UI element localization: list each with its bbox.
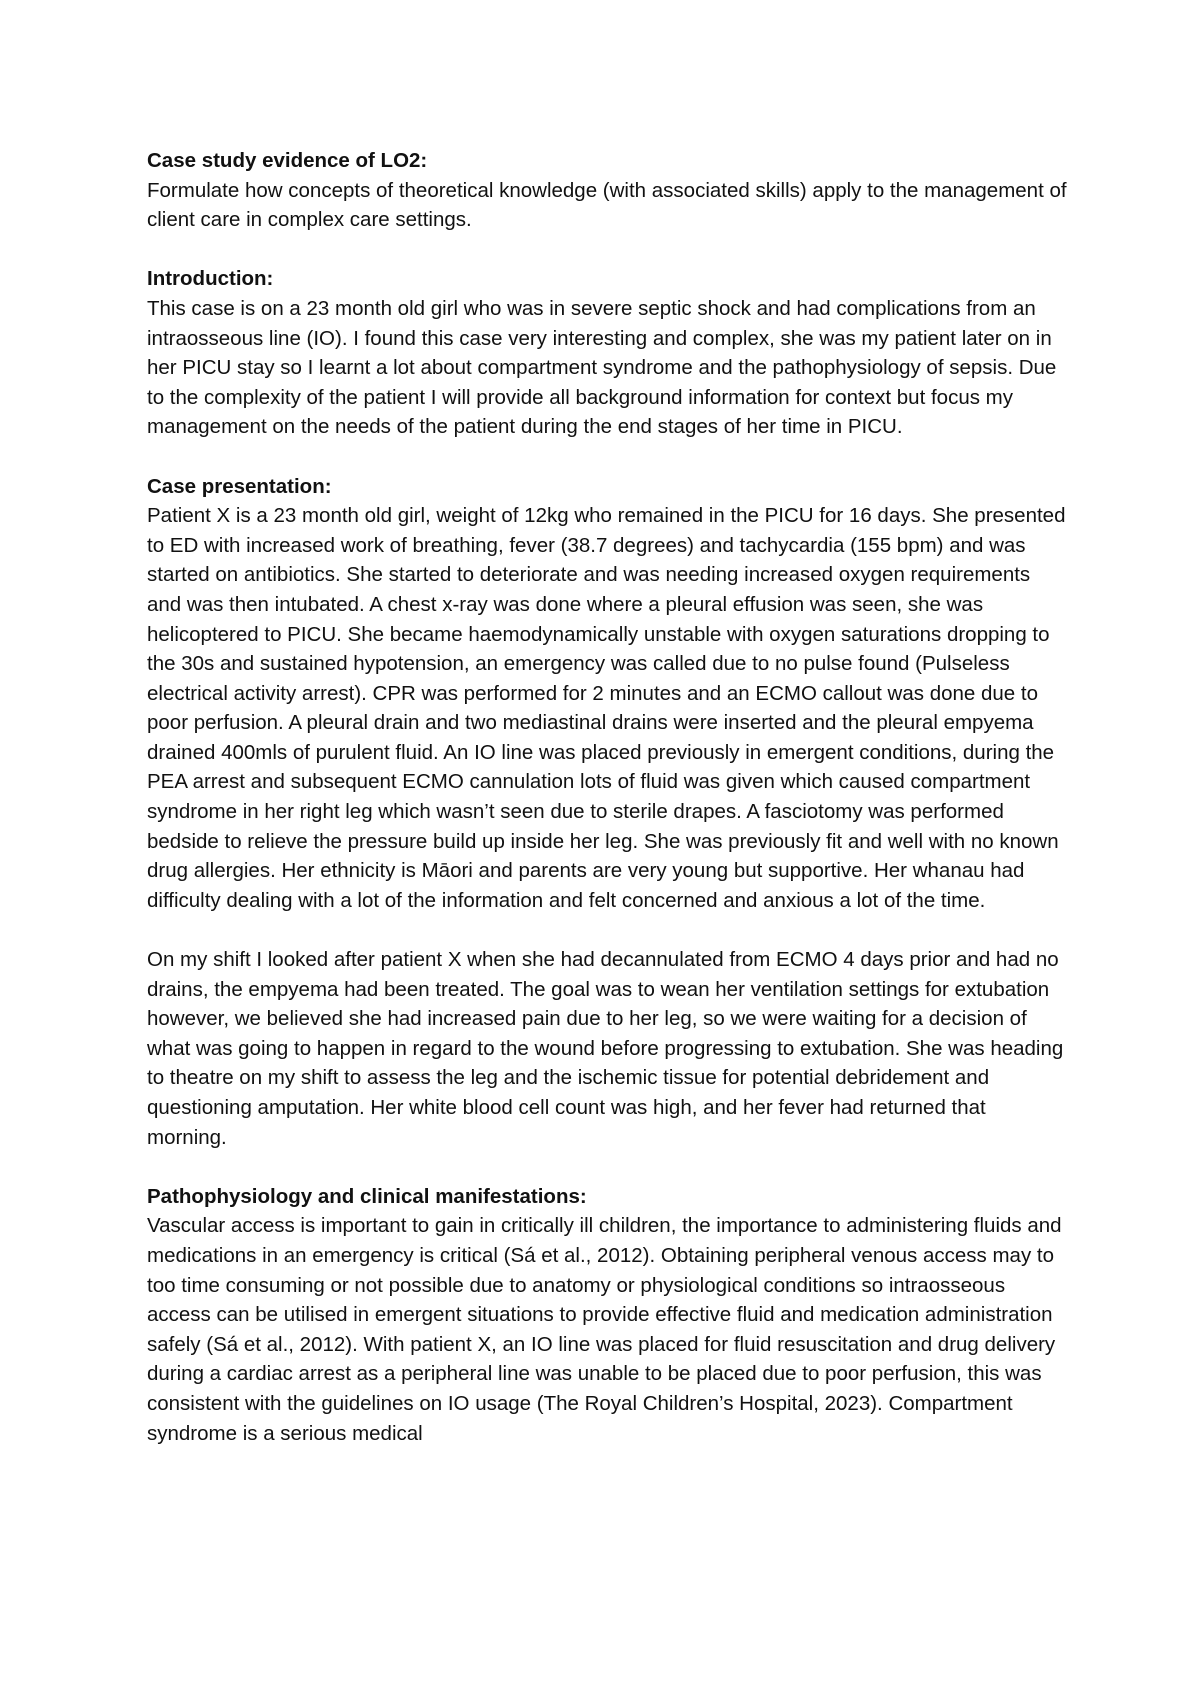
case-presentation-paragraph: On my shift I looked after patient X when she had decannulated from ECMO 4 days prior and had no drains, the empyema had been treated. The goal was to wean her ventilation settings for extubation however, we believed she had increased pain due to her leg, so we were waiting for a decision of what was going to happen in regard to the wound before progressing to extubation. She was heading to theatre on my shift to assess the leg and the ischemic tissue for potential debridement and questioning amputation. Her white blood cell count was high, and her fever had returned that morning. <box>147 948 1064 1149</box>
introduction-heading: Introduction: <box>147 267 274 291</box>
introduction-paragraph: This case is on a 23 month old girl who was in severe septic shock and had complications from an intraosseous line (IO). I found this case very interesting and complex, she was my patient later on in her PICU stay so I learnt a lot about compartment syndrome and the pathophysiology of sepsis. Due to the complexity of the patient I will provide all background information for context but focus my management on the needs of the patient during the end stages of her time in PICU. <box>147 296 1057 439</box>
document-title: Case study evidence of LO2: <box>147 149 428 172</box>
case-presentation-heading: Case presentation: <box>147 474 332 498</box>
document-body <box>147 146 1067 1448</box>
paragraph-spacer <box>147 1152 1067 1182</box>
paragraph-spacer <box>147 915 1067 945</box>
case-presentation-paragraph: Patient X is a 23 month old girl, weight of 12kg who remained in the PICU for 16 days. She presented to ED with increased work of breathing, fever (38.7 degrees) and tachycardia (155 bpm) and was started on antibiotics. She started to deteriorate and was needing increased oxygen requirements and was then intubated. A chest x-ray was done where a pleural effusion was seen, she was helicoptered to PICU. She became haemodynamically unstable with oxygen saturations dropping to the 30s and sustained hypotension, an emergency was called due to no pulse found (Pulseless electrical activity arrest). CPR was performed for 2 minutes and an ECMO callout was done due to poor perfusion. A pleural drain and two mediastinal drains were inserted and the pleural empyema drained 400mls of purulent fluid. An IO line was placed previously in emergent conditions, during the PEA arrest and subsequent ECMO cannulation lots of fluid was given which caused compartment syndrome in her right leg which wasn’t seen due to sterile drapes. A fasciotomy was performed bedside to relieve the pressure build up inside her leg. She was previously fit and well with no known drug allergies. Her ethnicity is Māori and parents are very young but supportive. Her whanau had difficulty dealing with a lot of the information and felt concerned and anxious a lot of the time. <box>147 504 1066 912</box>
paragraph-spacer <box>147 442 1067 472</box>
pathophysiology-heading: Pathophysiology and clinical manifestations: <box>147 1184 587 1208</box>
document-subtitle: Formulate how concepts of theoretical knowledge (with associated skills) apply to the management of client care in complex care settings. <box>147 178 1067 232</box>
paragraph-spacer <box>147 235 1067 265</box>
pathophysiology-paragraph: Vascular access is important to gain in critically ill children, the importance to administering fluids and medications in an emergency is critical (Sá et al., 2012). Obtaining peripheral venous access may to too time consuming or not possible due to anatomy or physiological conditions so intraosseous access can be utilised in emergent situations to provide effective fluid and medication administration safely (Sá et al., 2012). With patient X, an IO line was placed for fluid resuscitation and drug delivery during a cardiac arrest as a peripheral line was unable to be placed due to poor perfusion, this was consistent with the guidelines on IO usage (The Royal Children’s Hospital, 2023). Compartment syndrome is a serious medical <box>147 1214 1062 1445</box>
